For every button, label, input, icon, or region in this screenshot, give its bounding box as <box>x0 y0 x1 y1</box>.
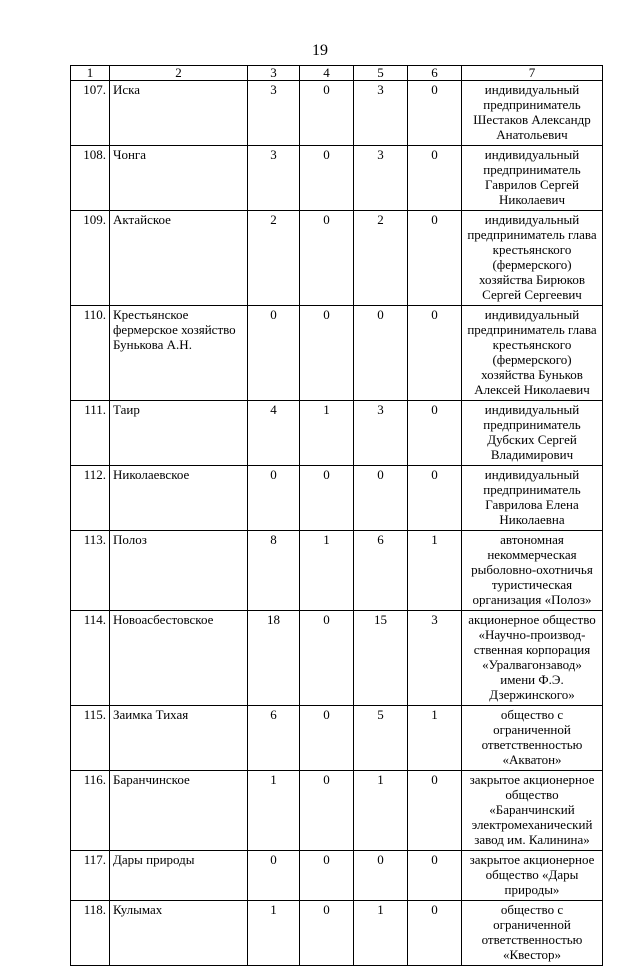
value-col6: 0 <box>408 771 462 851</box>
value-col4: 0 <box>300 306 354 401</box>
table-row <box>71 771 603 851</box>
row-number: 108. <box>71 146 110 211</box>
value-col3: 1 <box>248 771 300 851</box>
value-col4: 0 <box>300 466 354 531</box>
hunting-ground-name: Таир <box>110 401 248 466</box>
hunting-ground-name: Заимка Тихая <box>110 706 248 771</box>
table-row <box>71 851 603 901</box>
user-organization: индивидуальный предприниматель Гаврилов Сергей Николаевич <box>462 146 603 211</box>
user-organization: индивидуальный предприниматель глава крестьянского (фермерского) хозяйства Бирюков Сергей Сергеевич <box>462 211 603 306</box>
value-col4: 0 <box>300 901 354 966</box>
value-col5: 2 <box>354 211 408 306</box>
hunting-ground-name: Дары природы <box>110 851 248 901</box>
row-number: 109. <box>71 211 110 306</box>
value-col5: 0 <box>354 851 408 901</box>
value-col4: 0 <box>300 81 354 146</box>
value-col5: 1 <box>354 901 408 966</box>
value-col3: 0 <box>248 466 300 531</box>
table-row <box>71 211 603 306</box>
table-row <box>71 706 603 771</box>
value-col3: 2 <box>248 211 300 306</box>
value-col6: 1 <box>408 706 462 771</box>
row-number: 112. <box>71 466 110 531</box>
value-col4: 0 <box>300 771 354 851</box>
value-col4: 0 <box>300 851 354 901</box>
column-header: 2 <box>110 66 248 81</box>
column-header: 1 <box>71 66 110 81</box>
value-col5: 3 <box>354 401 408 466</box>
value-col3: 0 <box>248 306 300 401</box>
page-number: 19 <box>312 42 328 59</box>
table-row <box>71 611 603 706</box>
hunting-ground-name: Новоасбестовское <box>110 611 248 706</box>
value-col3: 6 <box>248 706 300 771</box>
user-organization: закрытое акционерное общество «Баранчинский электромеханический завод им. Калинина» <box>462 771 603 851</box>
user-organization: индивидуальный предприниматель Шестаков Александр Анатольевич <box>462 81 603 146</box>
row-number: 116. <box>71 771 110 851</box>
value-col4: 0 <box>300 706 354 771</box>
hunting-ground-name: Николаевское <box>110 466 248 531</box>
value-col3: 3 <box>248 81 300 146</box>
table-row <box>71 531 603 611</box>
value-col6: 0 <box>408 851 462 901</box>
value-col5: 1 <box>354 771 408 851</box>
value-col6: 0 <box>408 146 462 211</box>
row-number: 115. <box>71 706 110 771</box>
value-col6: 0 <box>408 81 462 146</box>
value-col3: 0 <box>248 851 300 901</box>
row-number: 114. <box>71 611 110 706</box>
value-col6: 0 <box>408 901 462 966</box>
value-col5: 15 <box>354 611 408 706</box>
value-col4: 1 <box>300 531 354 611</box>
value-col4: 0 <box>300 211 354 306</box>
value-col5: 3 <box>354 81 408 146</box>
table-row <box>71 466 603 531</box>
value-col4: 0 <box>300 611 354 706</box>
value-col3: 4 <box>248 401 300 466</box>
value-col6: 0 <box>408 306 462 401</box>
user-organization: индивидуальный предприниматель глава крестьянского (фермерского) хозяйства Буньков Алексей Николаевич <box>462 306 603 401</box>
row-number: 113. <box>71 531 110 611</box>
hunting-ground-name: Крестьянское фермерское хозяйство Бунькова А.Н. <box>110 306 248 401</box>
column-number-row <box>71 66 603 81</box>
value-col6: 0 <box>408 211 462 306</box>
row-number: 107. <box>71 81 110 146</box>
column-header: 5 <box>354 66 408 81</box>
value-col5: 0 <box>354 466 408 531</box>
row-number: 110. <box>71 306 110 401</box>
value-col6: 0 <box>408 466 462 531</box>
table-row <box>71 81 603 146</box>
column-header: 6 <box>408 66 462 81</box>
user-organization: акционерное общество «Научно-производ-ственная корпорация «Уралвагонзавод» имени Ф.Э. Дзержинского» <box>462 611 603 706</box>
user-organization: автономная некоммерческая рыболовно-охотничья туристическая организация «Полоз» <box>462 531 603 611</box>
value-col3: 18 <box>248 611 300 706</box>
value-col3: 1 <box>248 901 300 966</box>
user-organization: индивидуальный предприниматель Гаврилова Елена Николаевна <box>462 466 603 531</box>
hunting-ground-name: Актайское <box>110 211 248 306</box>
user-organization: общество с ограниченной ответственностью «Акватон» <box>462 706 603 771</box>
value-col3: 8 <box>248 531 300 611</box>
value-col6: 3 <box>408 611 462 706</box>
value-col6: 0 <box>408 401 462 466</box>
hunting-ground-name: Чонга <box>110 146 248 211</box>
table-row <box>71 401 603 466</box>
value-col4: 0 <box>300 146 354 211</box>
user-organization: закрытое акционерное общество «Дары природы» <box>462 851 603 901</box>
table-row <box>71 306 603 401</box>
user-organization: индивидуальный предприниматель Дубских Сергей Владимирович <box>462 401 603 466</box>
value-col5: 0 <box>354 306 408 401</box>
value-col3: 3 <box>248 146 300 211</box>
value-col5: 6 <box>354 531 408 611</box>
hunting-ground-name: Баранчинское <box>110 771 248 851</box>
value-col4: 1 <box>300 401 354 466</box>
column-header: 3 <box>248 66 300 81</box>
row-number: 117. <box>71 851 110 901</box>
hunting-grounds-table <box>70 65 603 966</box>
hunting-ground-name: Кулымах <box>110 901 248 966</box>
hunting-ground-name: Иска <box>110 81 248 146</box>
column-header: 7 <box>462 66 603 81</box>
row-number: 111. <box>71 401 110 466</box>
column-header: 4 <box>300 66 354 81</box>
row-number: 118. <box>71 901 110 966</box>
value-col5: 3 <box>354 146 408 211</box>
value-col5: 5 <box>354 706 408 771</box>
value-col6: 1 <box>408 531 462 611</box>
user-organization: общество с ограниченной ответственностью «Квестор» <box>462 901 603 966</box>
hunting-ground-name: Полоз <box>110 531 248 611</box>
table-row <box>71 901 603 966</box>
table-row <box>71 146 603 211</box>
